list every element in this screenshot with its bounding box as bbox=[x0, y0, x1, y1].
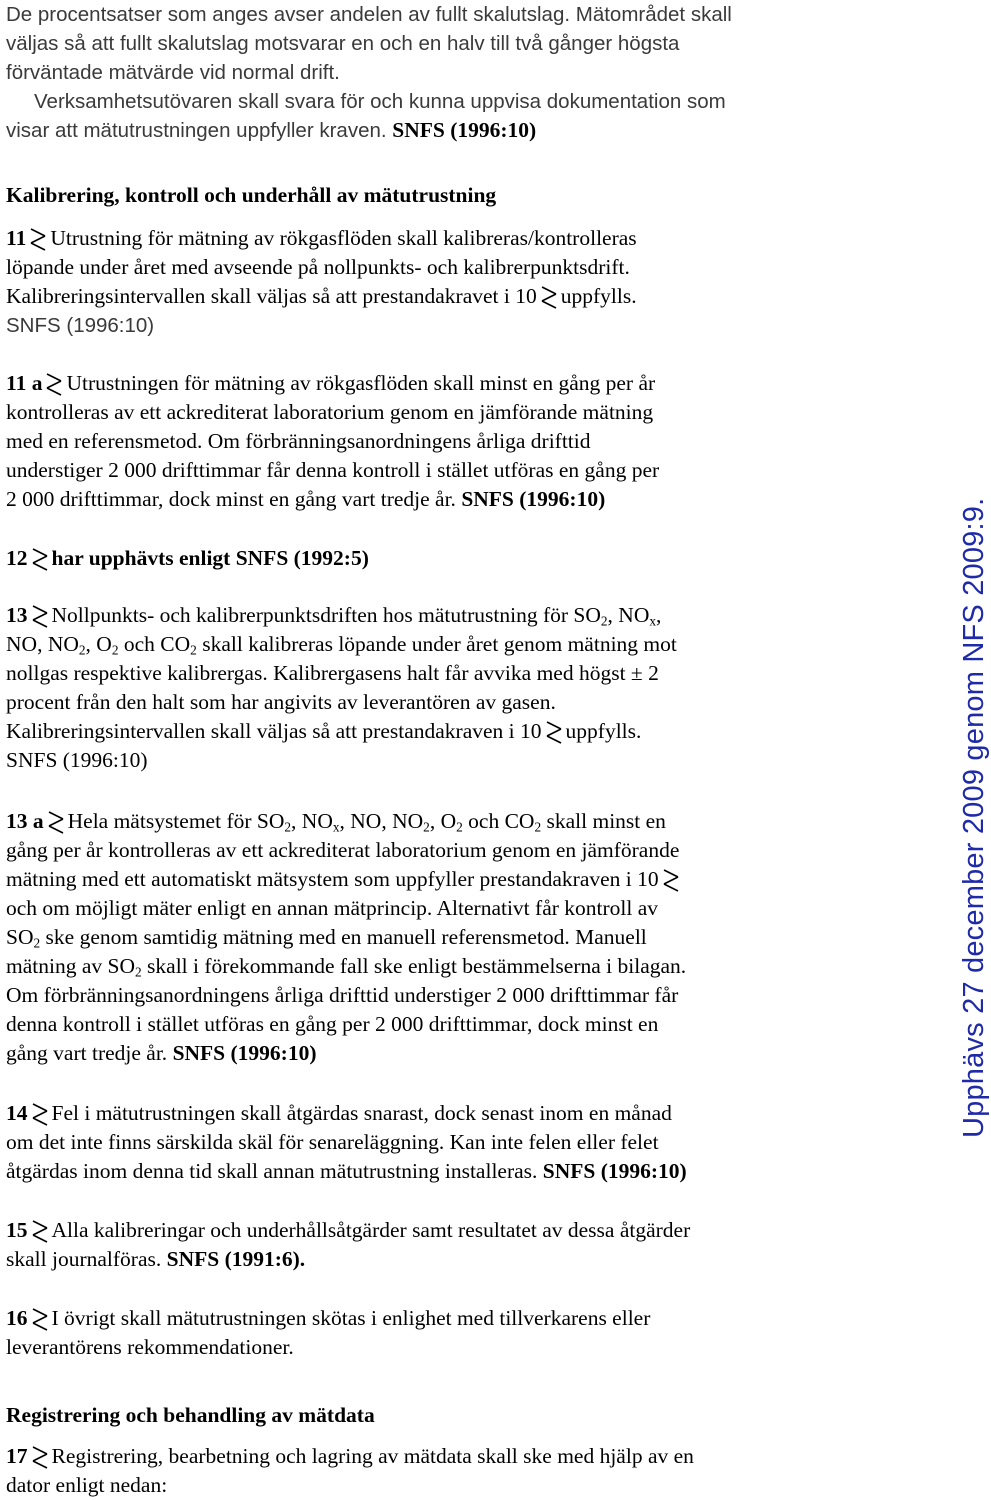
text-line: väljas så att fullt skalutslag motsvarar en och en halv till två gånger högsta bbox=[6, 32, 680, 55]
text-line: löpande under året med avseende på nollpunkts- och kalibrerpunktsdrift. bbox=[6, 255, 630, 279]
subscript: 2 bbox=[190, 642, 197, 658]
text-line: denna kontroll i stället utföras en gång per 2 000 drifttimmar, dock minst en bbox=[6, 1012, 659, 1036]
reference-citation: SNFS (1996:10) bbox=[542, 1159, 687, 1183]
formula-o: O bbox=[440, 809, 457, 833]
subscript: 2 bbox=[423, 819, 430, 835]
text-fragment: skall kalibreras löpande under året genom mätning mot bbox=[196, 632, 677, 656]
formula-co: CO bbox=[160, 632, 191, 656]
subscript: 2 bbox=[284, 819, 292, 835]
section-sign-icon bbox=[546, 719, 562, 745]
text-fragment: Om förbränningsanordningens årliga drifttid bbox=[207, 429, 591, 453]
text-line bbox=[6, 116, 911, 145]
formula-o: O bbox=[96, 632, 112, 656]
paragraph-13: 13 Nollpunkts- och kalibrerpunktsdriften hos mätutrustning för $SO_2$, $NO_x$, NO, $NO_2$, $O_2$ och $CO_2$ skall kalibreras löpande under året genom mätning mot nollgas respektive kalibrergas. Kalibrergasens halt får avvika med högst ± 2 procent från den halt som har angivits av leverantören av gasen. Kalibreringsintervallen skall väljas så att prestandakraven i 10 uppfylls. SNFS (1996:10) bbox=[6, 601, 911, 775]
text-fragment: om det inte finns särskilda skäl för senareläggning. bbox=[6, 1130, 445, 1154]
section-sign-icon bbox=[663, 867, 679, 893]
text-fragment: Utrustning för mätning av rökgasflöden skall kalibreras/kontrolleras bbox=[50, 226, 637, 250]
formula-no: NO bbox=[6, 632, 38, 656]
text-line: understiger 2 000 drifttimmar får denna kontroll i stället utföras en gång per bbox=[6, 458, 660, 482]
section-sign-icon bbox=[32, 1218, 48, 1244]
text-fragment: Nollpunkts- och kalibrerpunktsdriften hos mätutrustning för SO bbox=[51, 603, 601, 627]
paragraph-number: 11 bbox=[6, 226, 27, 250]
subscript: 2 bbox=[111, 642, 119, 658]
section-sign-icon bbox=[30, 226, 46, 252]
subscript: 2 bbox=[600, 613, 608, 629]
text-fragment: skall journalföras. bbox=[6, 1247, 162, 1271]
text-fragment: nollgas respektive kalibrergas. bbox=[6, 661, 268, 685]
paragraph-13a: 13 a Hela mätsystemet för $SO_2$, $NO_x$, NO, $NO_2$, $O_2$ och $CO_2$ skall minst en gång per år kontrolleras av ett ackrediterat laboratorium genom en jämförande mätning med ett automatiskt mätsystem som uppfyller prestandakraven i 10 och om möjligt mäter enligt en annan mätprincip. Alternativt får kontroll av $SO_2$ ske genom samtidig mätning med en manuell referensmetod. Manuell mätning av $SO_2$ skall i förekommande fall ske enligt bestämmelserna i bilagan. Om förbränningsanordningens årliga drifttid understiger 2 000 drifttimmar får denna kontroll i stället utföras en gång per 2 000 drifttimmar, dock minst en gång vart tredje år. SNFS (1996:10) bbox=[6, 807, 911, 1068]
text-line: dator enligt nedan: bbox=[6, 1473, 168, 1497]
intro-paragraph bbox=[6, 0, 911, 145]
formula-no: NO bbox=[350, 809, 382, 833]
text-fragment: har upphävts enligt SNFS (1992:5) bbox=[51, 546, 369, 570]
text-fragment: Kalibreringsintervallen skall väljas så att prestandakravet i 10 bbox=[6, 284, 537, 308]
text-line: procent från den halt som har angivits av leverantören av gasen. bbox=[6, 690, 556, 714]
subscript: 2 bbox=[33, 935, 41, 951]
formula-co: CO bbox=[504, 809, 535, 833]
text-fragment: Utrustningen för mätning av rökgasflöden skall minst en gång per år bbox=[66, 371, 656, 395]
formula-so: SO bbox=[6, 925, 34, 949]
subscript: 2 bbox=[534, 819, 542, 835]
reference-citation: SNFS (1996:10) bbox=[461, 487, 606, 511]
text-fragment: Fel i mätutrustningen skall åtgärdas snarast, dock senast inom en månad bbox=[51, 1101, 672, 1125]
section-heading: Registrering och behandling av mätdata bbox=[6, 1403, 375, 1427]
text-fragment: visar att mätutrustningen uppfyller kraven. bbox=[6, 119, 387, 142]
text-line: Verksamhetsutövaren skall svara för och kunna uppvisa dokumentation som bbox=[34, 90, 726, 113]
text-fragment: åtgärdas inom denna tid skall annan mätutrustning installeras. bbox=[6, 1159, 538, 1183]
subscript: 2 bbox=[78, 642, 86, 658]
paragraph-12 bbox=[6, 544, 911, 573]
reference-citation: SNFS (1996:10) bbox=[6, 314, 155, 337]
paragraph-14 bbox=[6, 1099, 911, 1186]
text-line: gång per år kontrolleras av ett ackrediterat laboratorium genom en jämförande bbox=[6, 838, 680, 862]
repeal-stamp: Upphävs 27 december 2009 genom NFS 2009:9. bbox=[958, 497, 990, 1138]
reference-citation: SNFS (1996:10) bbox=[172, 1041, 317, 1065]
section-sign-icon bbox=[541, 284, 557, 310]
text-line: kontrolleras av ett ackrediterat laboratorium genom en jämförande mätning bbox=[6, 400, 654, 424]
text-line: leverantörens rekommendationer. bbox=[6, 1335, 294, 1359]
paragraph-number: 17 bbox=[6, 1444, 28, 1468]
section-heading: Kalibrering, kontroll och underhåll av mätutrustning bbox=[6, 183, 497, 207]
section-sign-icon bbox=[32, 1101, 48, 1127]
text-fragment: uppfylls. bbox=[560, 284, 637, 308]
paragraph-16 bbox=[6, 1304, 911, 1362]
formula-no: NO bbox=[301, 809, 333, 833]
paragraph-number: 13 bbox=[6, 603, 28, 627]
text-fragment: skall minst en bbox=[541, 809, 666, 833]
text-fragment: Kan inte felen eller felet bbox=[449, 1130, 659, 1154]
formula-no: NO bbox=[618, 603, 650, 627]
text-fragment: uppfylls. bbox=[565, 719, 642, 743]
paragraph-number: 14 bbox=[6, 1101, 28, 1125]
separator: , bbox=[607, 603, 619, 627]
section-sign-icon bbox=[48, 809, 64, 835]
text-fragment: ske genom samtidig mätning med en manuell referensmetod. Manuell bbox=[40, 925, 647, 949]
reference-citation: SNFS (1996:10) bbox=[392, 118, 537, 142]
section-sign-icon bbox=[46, 371, 62, 397]
section-sign-icon bbox=[32, 1306, 48, 1332]
text-fragment: Alternativt får kontroll av bbox=[436, 896, 659, 920]
text-fragment: Kalibreringsintervallen skall väljas så att prestandakraven i 10 bbox=[6, 719, 542, 743]
formula-no: NO bbox=[392, 809, 424, 833]
subscript: x bbox=[649, 613, 657, 629]
paragraph-number: 15 bbox=[6, 1218, 28, 1242]
text-fragment: Kalibrergasens halt får avvika med högst ± 2 bbox=[273, 661, 659, 685]
text-line: De procentsatser som anges avser andelen av fullt skalutslag. Mätområdet skall bbox=[6, 3, 732, 26]
text-fragment: Alla kalibreringar och underhållsåtgärder samt resultatet av dessa åtgärder bbox=[51, 1218, 691, 1242]
text-line: förväntade mätvärde vid normal drift. bbox=[6, 61, 340, 84]
formula-no: NO bbox=[47, 632, 79, 656]
text-fragment: Registrering, bearbetning och lagring av mätdata skall ske med hjälp av en bbox=[51, 1444, 694, 1468]
paragraph-number: 12 bbox=[6, 546, 28, 570]
text-fragment: och om möjligt mäter enligt en annan mätprincip. bbox=[6, 896, 433, 920]
text-fragment: med en referensmetod. bbox=[6, 429, 203, 453]
subscript: 2 bbox=[135, 964, 142, 980]
text-line: Om förbränningsanordningens årliga drifttid understiger 2 000 drifttimmar får bbox=[6, 983, 679, 1007]
text-fragment: 2 000 drifttimmar, dock minst en gång vart tredje år. bbox=[6, 487, 456, 511]
text-fragment: I övrigt skall mätutrustningen skötas i enlighet med tillverkarens eller bbox=[51, 1306, 651, 1330]
text-fragment: och bbox=[462, 809, 505, 833]
section-sign-icon bbox=[32, 1444, 48, 1470]
text-fragment: mätning med ett automatiskt mätsystem som uppfyller prestandakraven i 10 bbox=[6, 867, 659, 891]
reference-citation: SNFS (1991:6). bbox=[166, 1247, 306, 1271]
paragraph-17 bbox=[6, 1442, 911, 1500]
paragraph-number: 13 a bbox=[6, 809, 44, 833]
subscript: x bbox=[332, 819, 340, 835]
text-fragment: skall i förekommande fall ske enligt bestämmelserna i bilagan. bbox=[141, 954, 687, 978]
paragraph-number: 11 a bbox=[6, 371, 43, 395]
reference-citation: SNFS (1996:10) bbox=[6, 748, 148, 772]
text-fragment: och bbox=[118, 632, 161, 656]
paragraph-11a bbox=[6, 369, 911, 514]
section-sign-icon bbox=[32, 546, 48, 572]
section-sign-icon bbox=[32, 603, 48, 629]
text-fragment: Hela mätsystemet för SO bbox=[67, 809, 285, 833]
paragraph-11 bbox=[6, 224, 911, 340]
text-fragment: gång vart tredje år. bbox=[6, 1041, 168, 1065]
paragraph-number: 16 bbox=[6, 1306, 28, 1330]
subscript: 2 bbox=[456, 819, 463, 835]
text-fragment: mätning av SO bbox=[6, 954, 135, 978]
paragraph-15 bbox=[6, 1216, 911, 1274]
